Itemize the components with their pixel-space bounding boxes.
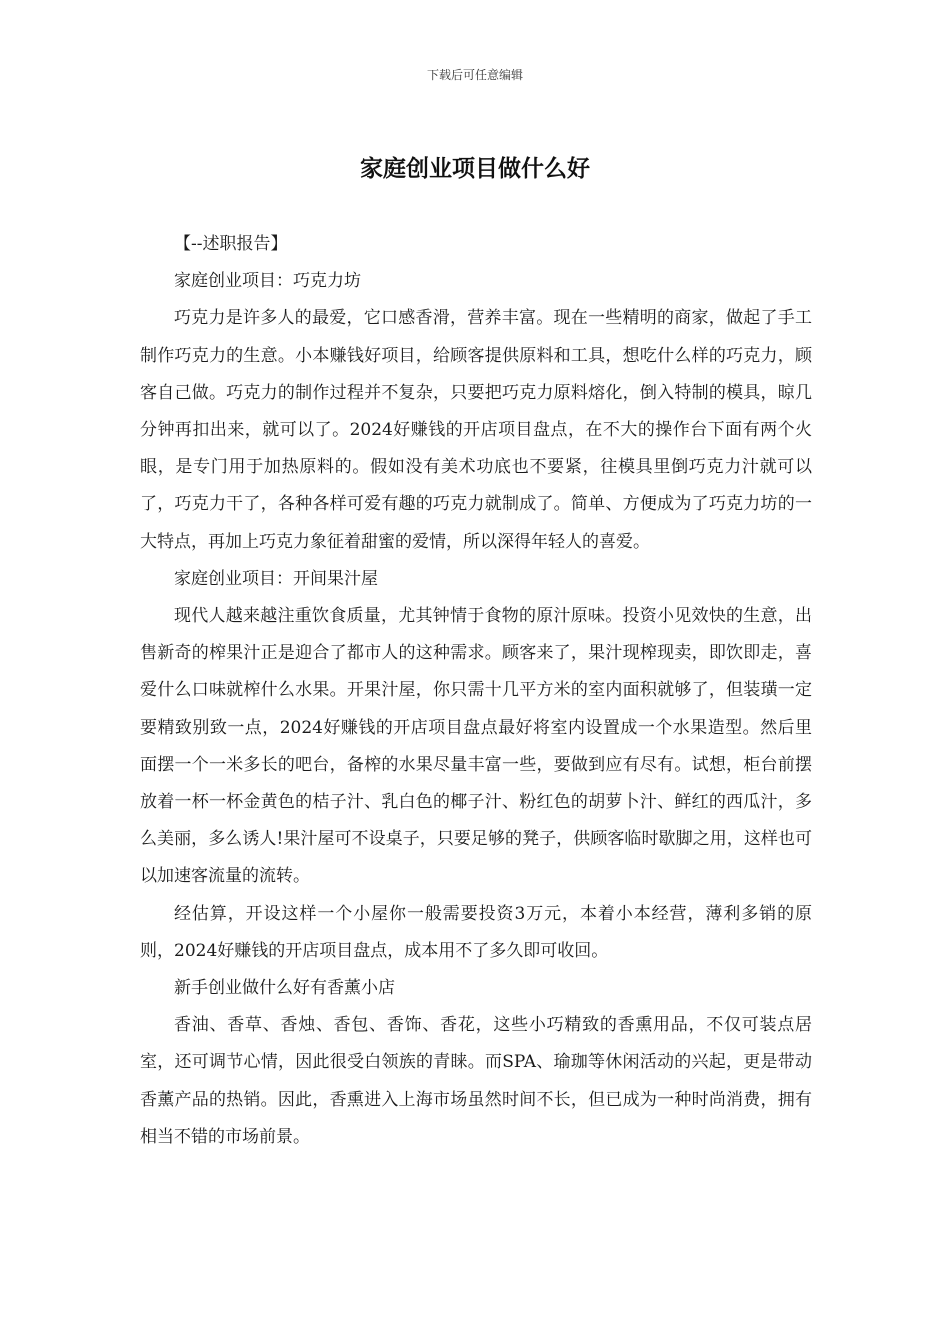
paragraph-juice: 现代人越来越注重饮食质量，尤其钟情于食物的原汁原味。投资小见效快的生意，出售新奇的榨果汁正是迎合了都市人的这种需求。顾客来了，果汁现榨现卖，即饮即走，喜爱什么口味就榨什么水果。开果汁屋，你只需十几平方米的室内面积就够了，但装璜一定要精致别致一点，2024好赚钱的开店项目盘点最好将室内设置成一个水果造型。然后里面摆一个一米多长的吧台，备榨的水果尽量丰富一些，要做到应有尽有。试想，柜台前摆放着一杯一杯金黄色的桔子汁、乳白色的椰子汁、粉红色的胡萝卜汁、鲜红的西瓜汁，多么美丽，多么诱人!果汁屋可不设桌子，只要足够的凳子，供顾客临时歇脚之用，这样也可以加速客流量的流转。: [140, 606, 812, 887]
paragraph-juice-cost: 经估算，开设这样一个小屋你一般需要投资3万元，本着小本经营，薄利多销的原则，2024好赚钱的开店项目盘点，成本用不了多久即可收回。: [140, 903, 812, 961]
document-body: [140, 226, 812, 1156]
page-header-note: 下载后可任意编辑: [426, 68, 523, 82]
document-title: 家庭创业项目做什么好: [360, 155, 590, 182]
section-heading-aroma: 新手创业做什么好有香薰小店: [174, 978, 395, 999]
paragraph-aroma: 香油、香草、香烛、香包、香饰、香花，这些小巧精致的香熏用品，不仅可装点居室，还可调节心情，因此很受白领族的青睐。而SPA、瑜珈等休闲活动的兴起，更是带动香薰产品的热销。因此，香熏进入上海市场虽然时间不长，但已成为一种时尚消费，拥有相当不错的市场前景。: [140, 1015, 812, 1147]
paragraph-category-tag: 【--述职报告】: [174, 234, 288, 254]
section-heading-chocolate: 家庭创业项目：巧克力坊: [174, 271, 361, 292]
section-heading-juice: 家庭创业项目：开间果汁屋: [174, 568, 378, 589]
paragraph-chocolate: 巧克力是许多人的最爱，它口感香滑，营养丰富。现在一些精明的商家，做起了手工制作巧克力的生意。小本赚钱好项目，给顾客提供原料和工具，想吃什么样的巧克力，顾客自己做。巧克力的制作过程并不复杂，只要把巧克力原料熔化，倒入特制的模具，晾几分钟再扣出来，就可以了。2024好赚钱的开店项目盘点，在不大的操作台下面有两个火眼，是专门用于加热原料的。假如没有美术功底也不要紧，往模具里倒巧克力汁就可以了，巧克力干了，各种各样可爱有趣的巧克力就制成了。简单、方便成为了巧克力坊的一大特点，再加上巧克力象征着甜蜜的爱情，所以深得年轻人的喜爱。: [140, 308, 812, 552]
